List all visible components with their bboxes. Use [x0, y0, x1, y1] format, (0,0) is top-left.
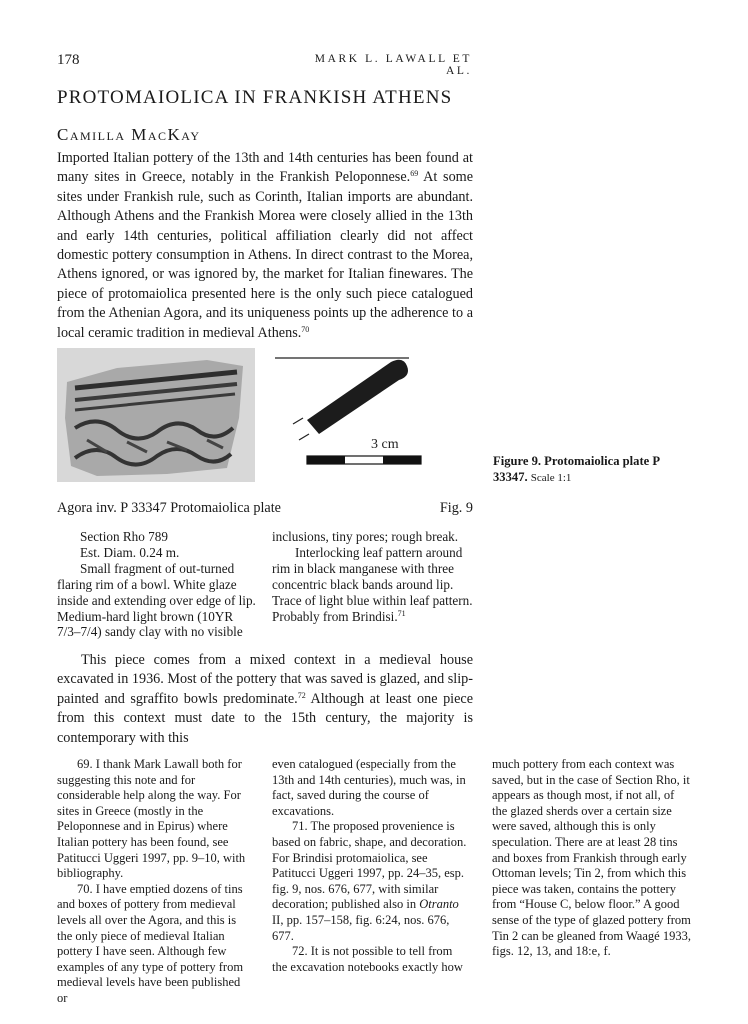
sherd-photograph — [57, 348, 255, 482]
intro-text-1: Imported Italian pottery of the 13th and 14th centuries has been found at many sites in Greece, notably in the Frankish Peloponnese. — [57, 150, 473, 186]
sherd-photo-image — [57, 348, 255, 482]
catalogue-diameter: Est. Diam. 0.24 m. — [80, 544, 180, 560]
section-title: PROTOMAIOLICA IN FRANKISH ATHENS — [57, 87, 453, 108]
footnote-70-continued: even catalogued (especially from the 13th and 14th centuries), much was, in fact, saved during the course of excavations. — [272, 757, 466, 818]
intro-text-2: At some sites under Frankish rule, such as Corinth, Italian imports are abundant. Although Athens and the Frankish Morea were closely allied in the 13th and early 14th centuries, political affiliation clearly did not affect domestic pottery consumption in Athens. In direct contrast to the Morea, Athens ignored, or was ignored by, the market for Italian finewares. The piece of protomaiolica presented here is the only such piece catalogued from the Athenian Agora, and its uniqueness points up the adherence to a local ceramic tradition in medieval Athens. — [57, 169, 474, 341]
catalogue-left-column — [57, 529, 257, 640]
context-text-1: This piece comes from a mixed context in a medieval house excavated in 1936. Most of the pottery that was saved is glazed, and slip-painted and sgraffito bowls predominate. — [57, 652, 473, 707]
intro-paragraph — [57, 149, 473, 343]
caption-scale: Scale 1:1 — [530, 471, 572, 484]
figure-caption — [493, 454, 683, 486]
footnote-70: 70. I have emptied dozens of tins and boxes of pottery from medieval levels all over the Agora, and this is the only piece of medieval Italian pottery I have seen. Although few examples of any type of pottery from medieval levels have been published or — [57, 881, 244, 1005]
figure-9 — [57, 348, 423, 488]
footnote-ref-70: 70 — [301, 324, 310, 334]
footnote-72: 72. It is not possible to tell from the excavation notebooks exactly how — [272, 944, 463, 974]
footnote-69: 69. I thank Mark Lawall both for suggesting this note and for considerable help along the way. For sites in Greece (mostly in the Peloponnese and in Epirus) where Italian pottery has been found, see Patitucci Uggeri 1997, pp. 9–10, with bibliography. — [57, 757, 246, 881]
profile-drawing-image — [271, 348, 423, 482]
footnotes-column-1 — [57, 757, 252, 1007]
caption-title: Figure 9. Protomaiolica plate P 33347. — [493, 454, 660, 484]
footnote-71-italic: Otranto — [419, 897, 459, 912]
running-head: MARK L. LAWALL ET AL. — [314, 53, 472, 77]
footnote-71-text-a: 71. The proposed provenience is based on fabric, shape, and decoration. For Brindisi protomaiolica, see Patitucci Uggeri 1997, pp. 24–35, esp. fig. 9, nos. 676, 677, with similar decoration; published also in — [272, 819, 467, 912]
catalogue-section: Section Rho 789 — [80, 529, 168, 544]
catalogue-decoration — [272, 545, 474, 625]
context-text-2: Although at least one piece from this context must date to the 15th century, the majority is contemporary with this — [57, 690, 473, 746]
footnote-71-text-b: II, pp. 157–158, fig. 6:24, nos. 676, 677. — [272, 912, 450, 943]
catalogue-decoration-text: Interlocking leaf pattern around rim in black manganese with three concentric black bands around lip. Trace of light blue within leaf pattern. Probably from Brindisi. — [272, 544, 473, 624]
author-name: Camilla MacKay — [57, 125, 201, 144]
footnote-72-continued: much pottery from each context was saved, but in the case of Section Rho, it appears as though most, if not all, of the glazed sherds over a certain size were saved, although this is only speculation. There are at least 28 tins and boxes from Frankish through early Ottoman levels; Tin 2, from which this piece was taken, contains the pottery from “House C, below floor.” A good sense of the type of glazed pottery from Tin 2 can be gleaned from Waagé 1933, figs. 12, 13, and 18:e, f. — [492, 757, 691, 959]
catalogue-title: Agora inv. P 33347 Protomaiolica plate — [57, 500, 281, 516]
footnote-ref-71: 71 — [397, 608, 406, 618]
profile-drawing — [271, 348, 423, 482]
catalogue-right-column — [272, 529, 474, 624]
catalogue-description: Small fragment of out-turned flaring rim of a bowl. White glaze inside and extending over edge of lip. Medium-hard light brown (10YR 7/3–7/4) sandy clay with no visible — [57, 560, 256, 640]
scale-bar-label: 3 cm — [371, 437, 399, 452]
footnotes-column-2 — [272, 757, 467, 975]
footnotes-column-3 — [492, 757, 692, 960]
figure-reference: Fig. 9 — [439, 500, 473, 516]
footnote-71 — [272, 819, 467, 944]
context-paragraph — [57, 651, 473, 748]
catalogue-heading — [57, 500, 473, 517]
catalogue-description-continued: inclusions, tiny pores; rough break. — [272, 529, 459, 544]
footnote-ref-69: 69 — [410, 169, 419, 179]
page-number: 178 — [57, 52, 80, 68]
footnote-ref-72: 72 — [297, 690, 306, 700]
